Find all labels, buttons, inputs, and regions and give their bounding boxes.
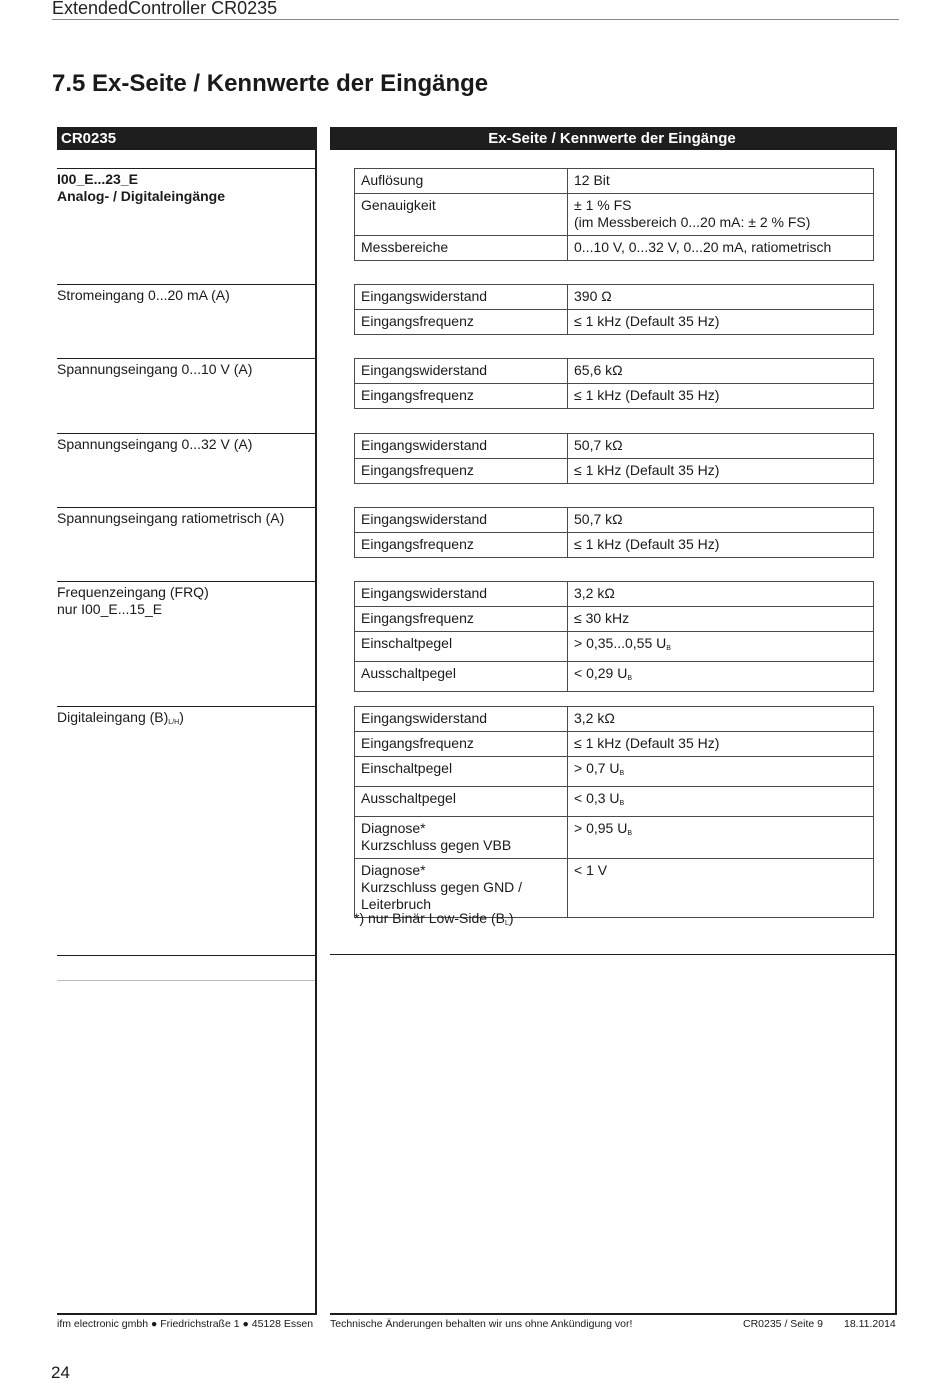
value-text: ± 1 % FS <box>574 197 632 213</box>
value-line <box>574 760 867 782</box>
value-cell <box>568 632 874 662</box>
param-text: Eingangswiderstand <box>361 511 488 527</box>
param-text: Einschaltpegel <box>361 635 453 651</box>
group-label-subscript: L/H <box>168 719 180 726</box>
group-rule <box>57 706 315 707</box>
param-cell <box>355 310 568 335</box>
param-text: Kurzschluss gegen VBB <box>361 837 512 853</box>
value-subscript: B <box>619 770 625 777</box>
param-cell <box>355 817 568 859</box>
table-row <box>355 508 874 533</box>
param-cell <box>355 607 568 632</box>
group-label-line: Spannungseingang 0...32 V (A) <box>57 436 253 452</box>
table-row <box>355 169 874 194</box>
value-cell <box>568 236 874 261</box>
table-row <box>355 632 874 662</box>
group-rule <box>57 284 315 285</box>
param-text: Eingangsfrequenz <box>361 735 474 751</box>
param-text: Eingangswiderstand <box>361 585 488 601</box>
param-cell <box>355 859 568 918</box>
value-cell <box>568 508 874 533</box>
group-label-line: Analog- / Digitaleingänge <box>57 188 226 204</box>
value-text: ≤ 1 kHz (Default 35 Hz) <box>574 735 720 751</box>
group-rule <box>57 358 315 359</box>
table-header-right <box>330 127 896 150</box>
end-rule-left <box>57 955 315 956</box>
table-row <box>355 533 874 558</box>
group-label-text: Digitaleingang (B) <box>57 709 169 725</box>
param-text: Einschaltpegel <box>361 760 453 776</box>
value-cell <box>568 194 874 236</box>
value-subscript: B <box>627 830 632 837</box>
group-label-line: Spannungseingang ratiometrisch (A) <box>57 510 285 526</box>
value-text: 50,7 kΩ <box>574 511 623 527</box>
footer-page-ref: CR0235 / Seite 9 <box>743 1318 823 1330</box>
bottom-rule-right <box>330 1313 897 1315</box>
param-cell <box>355 787 568 817</box>
param-cell <box>355 236 568 261</box>
value-cell <box>568 384 874 409</box>
column-divider-left <box>315 127 317 1315</box>
table-row <box>355 757 874 787</box>
spec-table <box>354 433 874 484</box>
value-text: 50,7 kΩ <box>574 437 623 453</box>
param-cell <box>355 508 568 533</box>
value-text: ≤ 30 kHz <box>574 610 630 626</box>
table-row <box>355 359 874 384</box>
footnote-text: *) nur Binär Low-Side (B <box>354 910 505 926</box>
table-row <box>355 459 874 484</box>
param-text: Ausschaltpegel <box>361 665 456 681</box>
param-text: Leiterbruch <box>361 896 432 912</box>
group-label-line <box>57 709 184 731</box>
value-cell <box>568 459 874 484</box>
param-cell <box>355 757 568 787</box>
bottom-rule-left <box>57 1313 317 1315</box>
param-text: Eingangsfrequenz <box>361 313 474 329</box>
param-cell <box>355 194 568 236</box>
value-cell <box>568 662 874 692</box>
table-row <box>355 434 874 459</box>
page-number: 24 <box>51 1363 70 1382</box>
param-text: Diagnose* <box>361 862 426 878</box>
value-line <box>574 635 867 657</box>
group-label <box>57 436 252 453</box>
param-text: Eingangswiderstand <box>361 288 488 304</box>
footnote-close: ) <box>508 910 514 926</box>
value-text: < 1 V <box>574 862 608 878</box>
value-cell <box>568 817 874 859</box>
value-cell <box>568 732 874 757</box>
value-text: 3,2 kΩ <box>574 585 615 601</box>
value-text: > 0,35...0,55 U <box>574 635 667 651</box>
param-cell <box>355 582 568 607</box>
param-cell <box>355 632 568 662</box>
param-cell <box>355 384 568 409</box>
group-label-line: I00_E...23_E <box>57 171 138 187</box>
value-cell <box>568 310 874 335</box>
param-text: Diagnose* <box>361 820 426 836</box>
param-cell <box>355 434 568 459</box>
param-text: Eingangsfrequenz <box>361 462 474 478</box>
value-cell <box>568 787 874 817</box>
param-text: Eingangsfrequenz <box>361 610 474 626</box>
param-cell <box>355 662 568 692</box>
section-title: 7.5 Ex-Seite / Kennwerte der Eingänge <box>52 70 489 97</box>
value-text: < 0,3 U <box>574 790 620 806</box>
table-row <box>355 787 874 817</box>
group-label <box>57 510 284 527</box>
param-text: Ausschaltpegel <box>361 790 456 806</box>
value-text: 0...10 V, 0...32 V, 0...20 mA, ratiometrisch <box>574 239 832 255</box>
table-header-left-text: CR0235 <box>61 130 117 147</box>
table-row <box>355 707 874 732</box>
param-text: Eingangswiderstand <box>361 437 488 453</box>
table-row <box>355 582 874 607</box>
param-text: Eingangsfrequenz <box>361 536 474 552</box>
value-text: ≤ 1 kHz (Default 35 Hz) <box>574 462 720 478</box>
param-text: Eingangswiderstand <box>361 362 488 378</box>
value-cell <box>568 607 874 632</box>
end-rule-left-light <box>57 980 315 981</box>
spec-table <box>354 284 874 335</box>
table-row <box>355 859 874 918</box>
value-text: ≤ 1 kHz (Default 35 Hz) <box>574 313 720 329</box>
group-label <box>57 709 184 731</box>
value-cell <box>568 169 874 194</box>
param-cell <box>355 359 568 384</box>
group-rule <box>57 433 315 434</box>
value-text: 65,6 kΩ <box>574 362 623 378</box>
param-text: Eingangsfrequenz <box>361 387 474 403</box>
table-row <box>355 384 874 409</box>
value-cell <box>568 285 874 310</box>
table-header-left <box>57 127 315 150</box>
group-label-line: nur I00_E...15_E <box>57 601 163 617</box>
table-row <box>355 194 874 236</box>
spec-table <box>354 168 874 261</box>
group-label-line: Frequenzeingang (FRQ) <box>57 584 209 600</box>
value-text: < 0,29 U <box>574 665 628 681</box>
group-rule <box>57 507 315 508</box>
param-text: Messbereiche <box>361 239 449 255</box>
value-subscript: B <box>627 675 632 682</box>
value-cell <box>568 359 874 384</box>
value-text: 12 Bit <box>574 172 610 188</box>
param-cell <box>355 707 568 732</box>
spec-table <box>354 358 874 409</box>
value-cell <box>568 859 874 918</box>
spec-table <box>354 581 874 692</box>
group-label <box>57 171 225 205</box>
table-row <box>355 817 874 859</box>
footer-company: ifm electronic gmbh ● Friedrichstraße 1 ● 45128 Essen <box>57 1318 314 1330</box>
spec-table <box>354 507 874 558</box>
param-cell <box>355 169 568 194</box>
value-text: 3,2 kΩ <box>574 710 615 726</box>
value-text: > 0,95 U <box>574 820 628 836</box>
value-cell <box>568 533 874 558</box>
param-cell <box>355 459 568 484</box>
value-cell <box>568 707 874 732</box>
footnote <box>354 910 514 932</box>
value-text: ≤ 1 kHz (Default 35 Hz) <box>574 387 720 403</box>
group-label <box>57 361 252 378</box>
table-row <box>355 732 874 757</box>
footnote-subscript: L <box>504 920 509 927</box>
group-label <box>57 287 230 304</box>
group-label-line: Spannungseingang 0...10 V (A) <box>57 361 253 377</box>
param-text: Kurzschluss gegen GND / <box>361 879 523 895</box>
value-text: (im Messbereich 0...20 mA: ± 2 % FS) <box>574 214 811 230</box>
footer-date: 18.11.2014 <box>844 1318 896 1330</box>
table-row <box>355 662 874 692</box>
param-text: Genauigkeit <box>361 197 436 213</box>
group-rule <box>57 581 315 582</box>
group-label-line: Stromeingang 0...20 mA (A) <box>57 287 230 303</box>
param-cell <box>355 533 568 558</box>
table-header-right-text: Ex-Seite / Kennwerte der Eingänge <box>488 130 736 147</box>
value-text: ≤ 1 kHz (Default 35 Hz) <box>574 536 720 552</box>
header-rule <box>52 19 899 20</box>
running-header: ExtendedController CR0235 <box>52 0 278 18</box>
table-row <box>355 236 874 261</box>
table-row <box>355 310 874 335</box>
end-rule-right <box>330 954 895 955</box>
value-cell <box>568 434 874 459</box>
value-line <box>574 790 867 812</box>
group-label <box>57 584 209 618</box>
value-subscript: B <box>666 645 671 652</box>
group-rule <box>57 168 315 169</box>
value-line <box>574 665 867 687</box>
param-cell <box>355 285 568 310</box>
table-row <box>355 607 874 632</box>
param-cell <box>355 732 568 757</box>
value-cell <box>568 582 874 607</box>
table-row <box>355 285 874 310</box>
group-label-close: ) <box>179 709 184 725</box>
value-line <box>574 820 867 842</box>
value-text: 390 Ω <box>574 288 612 304</box>
value-cell <box>568 757 874 787</box>
value-text: > 0,7 U <box>574 760 620 776</box>
column-divider-right <box>895 127 897 1315</box>
param-text: Auflösung <box>361 172 424 188</box>
spec-table <box>354 706 874 918</box>
value-subscript: B <box>619 800 625 807</box>
param-text: Eingangswiderstand <box>361 710 488 726</box>
footer-notice: Technische Änderungen behalten wir uns ohne Ankündigung vor! <box>330 1318 633 1330</box>
